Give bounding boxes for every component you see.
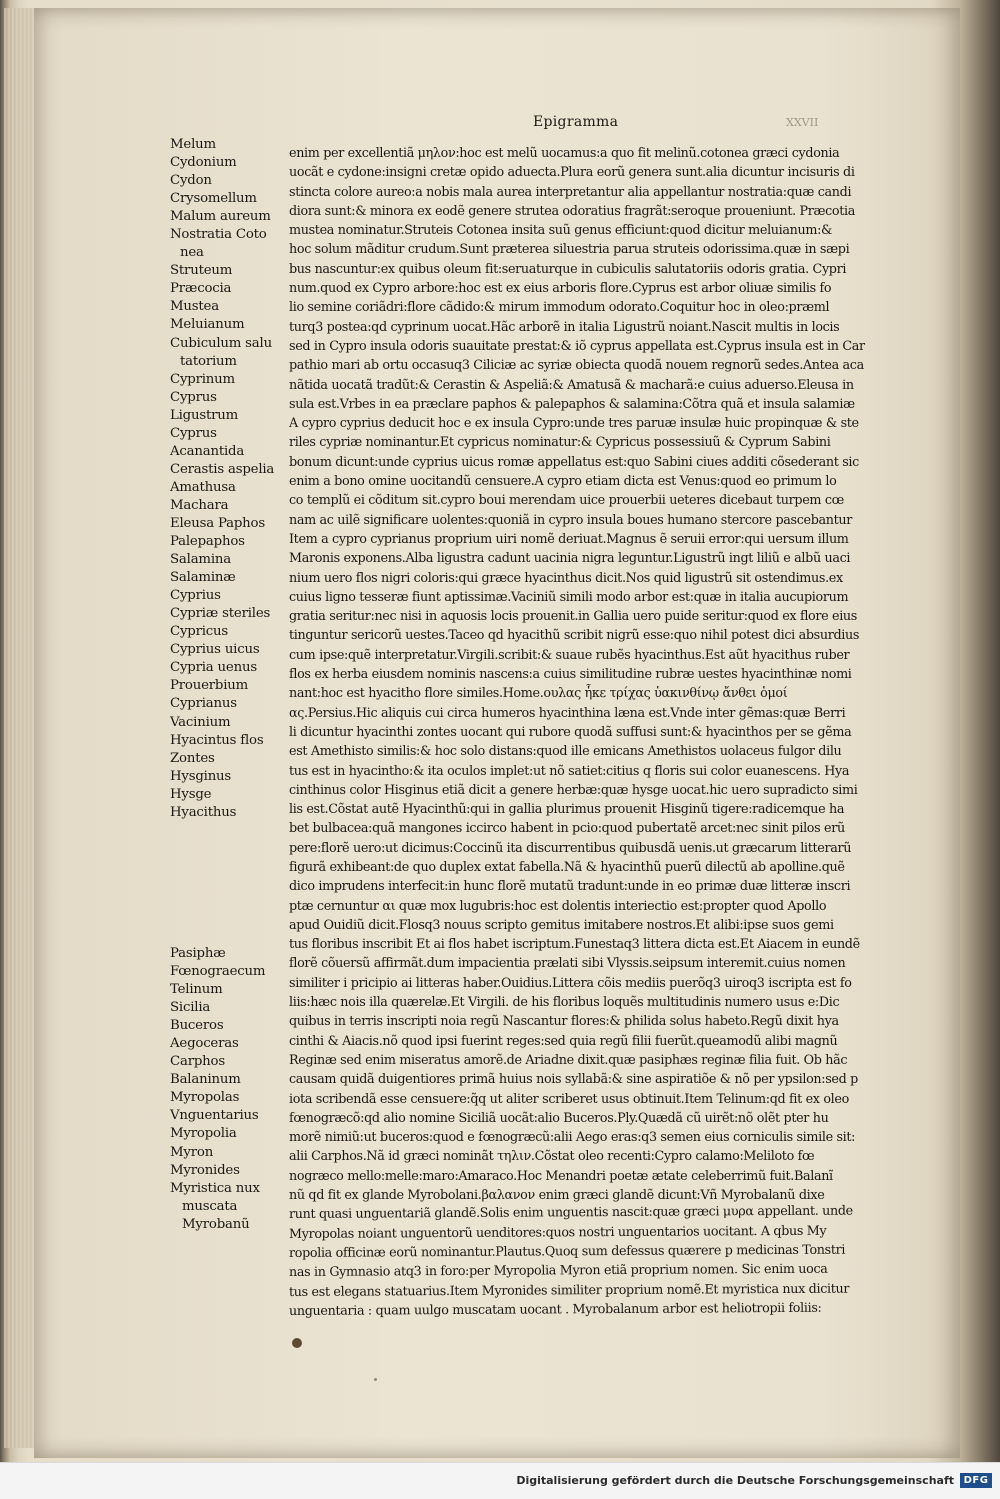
margin-note: Cyprinum bbox=[170, 371, 235, 387]
text-line: florẽ cõuersũ affirmãt.dum impacientia prælati sibi Vlyssis.seipsum interemit.cuius nomen bbox=[289, 956, 846, 972]
margin-note: Amathusa bbox=[170, 479, 236, 495]
text-line: flos ex herba eiusdem nominis nascens:a cuius similitudine rubræ uestes hyacinthinæ nomi bbox=[289, 667, 852, 683]
margin-note: Cydonium bbox=[170, 155, 237, 171]
margin-note: Cyprianus bbox=[170, 696, 237, 712]
text-line: nogræco mello:melle:maro:Amaraco.Hoc Menandri poetæ ætate celeberrimũ fuit.Balanĩ bbox=[289, 1168, 833, 1184]
margin-notes-bottom bbox=[170, 945, 288, 1234]
text-line: enim a bono omine uocitandũ censuere.A cypro etiam dicta est Venus:quod eo primum lo bbox=[289, 474, 837, 490]
text-line: nant:hoc est hyacitho flore similes.Home.ουλας ἧκε τρίχας ὑακινθίνῳ ἄνθει ὁμοί bbox=[289, 686, 788, 702]
margin-note: Balaninum bbox=[170, 1072, 241, 1088]
margin-note: Struteum bbox=[170, 263, 233, 279]
text-line: tus floribus inscribit Et ai flos habet iscriptum.Funestaq3 littera dicta est.Et Aiacem in eundẽ bbox=[289, 937, 860, 953]
text-line: pathio mari ab ortu occasuq3 Ciliciæ ac syriæ obiecta quodã nouem regnorũ sedes.Antea aca bbox=[289, 358, 864, 374]
text-line: nam ac uilẽ significare uolentes:quoniã in cypro insula boues humano stercore pascebantur bbox=[289, 512, 853, 528]
text-line: lio semine coriãdri:flore cãdido:& mirum immodum odorato.Coquitur hoc in oleo:præml bbox=[289, 300, 830, 316]
margin-note: Salaminæ bbox=[170, 570, 236, 586]
margin-note: nea bbox=[180, 245, 204, 261]
text-line: runt quasi unguentariã glandẽ.Solis enim unguentis nascit:quæ græci μυρα appellant. unde bbox=[288, 1203, 853, 1223]
margin-note: Cyprius uicus bbox=[170, 642, 260, 658]
text-line: ropolia officinæ eorũ nominantur.Plautus.Quoq sum defessus quærere p medicinas Tonstri bbox=[288, 1242, 846, 1261]
margin-note: Meluianum bbox=[170, 317, 245, 333]
margin-note: Cypria uenus bbox=[170, 660, 257, 676]
margin-note: Myropolia bbox=[170, 1126, 237, 1142]
ink-spot bbox=[292, 1338, 302, 1348]
text-line: lis est.Cõstat autẽ Hyacinthũ:qui in gallia plurimus prouenit Hisginũ tigere:radicemque ha bbox=[289, 802, 845, 818]
margin-note: Cyprus bbox=[170, 425, 217, 441]
text-line: A cypro cyprius deducit hoc e ex insula Cypro:unde tres paruæ insulæ huic propinquæ & ste bbox=[289, 416, 859, 432]
footer-credit: Digitalisierung gefördert durch die Deutsche Forschungsgemeinschaft bbox=[516, 1474, 954, 1487]
margin-note: Myronides bbox=[170, 1162, 240, 1178]
text-line: alii Carphos.Nã id græci nominãt τηλιν.Cõstat oleo recenti:Cypro calamo:Meliloto fœ bbox=[289, 1149, 815, 1165]
dfg-logo-icon: DFG bbox=[960, 1473, 992, 1488]
margin-note: Myristica nux bbox=[170, 1180, 260, 1196]
text-line: sula est.Vrbes in ea præclare paphos & palepaphos & salamina:Cõtra quã et insula salamiæ bbox=[289, 396, 855, 412]
margin-note: Melum bbox=[170, 137, 216, 152]
margin-note: Nostratia Coto bbox=[170, 227, 267, 243]
margin-note: Malum aureum bbox=[170, 209, 271, 225]
text-line: co templũ ei cõditum sit.cypro boui merendam uice prouerbii ueteres dicebaut turpem cœ bbox=[289, 493, 844, 509]
text-line: quibus in terris inscripti noia regũ Nascantur flores:& philida solus habeto.Regũ dixit hya bbox=[289, 1014, 839, 1030]
margin-note: Buceros bbox=[170, 1018, 224, 1034]
margin-note: Hyacithus bbox=[170, 804, 237, 820]
text-line: cinthinus color Hisginus etiã dicit a genere herbæ:quæ hysge uocat.hic uero supradicto simi bbox=[289, 782, 858, 798]
text-line: turq3 postea:qd cyprinum uocat.Hãc arborẽ in italia Ligustrũ noiant.Nascit multis in locis bbox=[289, 319, 840, 335]
margin-note: Cydon bbox=[170, 173, 212, 189]
margin-note: Palepaphos bbox=[170, 534, 245, 550]
margin-note: Eleusa Paphos bbox=[170, 515, 265, 531]
margin-note: Zontes bbox=[170, 750, 215, 766]
text-line: cinthi & Aiacis.nõ quod ipsi fuerint reges:sed quia regũ filii fuerũt.queamodũ alibi magnũ bbox=[289, 1033, 838, 1049]
margin-note: Cyprus bbox=[170, 389, 217, 405]
text-line: ptæ cernuntur αι quæ mox lugubris:hoc est dolentis interiectio est:propter quod Apollo bbox=[289, 898, 827, 914]
text-line: riles cypriæ nominantur.Et cypricus nominatur:& Cypricus possessiuũ & Cyprum Sabini bbox=[289, 435, 831, 451]
margin-note: Crysomellum bbox=[170, 191, 257, 207]
text-line: gratia seritur:nec nisi in aquosis locis prouenit.in Gallia uero puide seritur:quod ex flore eius bbox=[289, 609, 857, 625]
text-line: nas in Gymnasio atq3 in foro:per Myropolia Myron etiã proprium nomen. Sic enim uoca bbox=[288, 1261, 828, 1281]
text-line: mustea nominatur.Struteis Cotonea insita suũ genus efficiunt:quod dicitur meluianum:& bbox=[289, 223, 833, 239]
text-line: unguentaria : quam uulgo muscatam uocant . Myrobalanum arbor est heliotropii foliis: bbox=[288, 1300, 822, 1319]
margin-note: Cypriæ steriles bbox=[170, 606, 271, 622]
text-line: Reginæ sed enim miseratus amorẽ.de Ariadne dixit.quæ pasiphæs reginæ filia fuit. Ob hãc bbox=[289, 1052, 848, 1068]
margin-note: Myrobanũ bbox=[182, 1216, 250, 1232]
footer-bar bbox=[0, 1462, 1000, 1499]
text-line: fœnogræcõ:qd alio nomine Siciliã uocãt:alio Buceros.Ply.Quædã cũ uirẽt:nõ olẽt pter hu bbox=[289, 1110, 829, 1126]
text-line: apud Ouidiũ dicit.Flosq3 nouus scripto gemitus imitabere nostros.Et alibi:ipse suos gemi bbox=[289, 917, 834, 933]
text-line: Item a cypro cyprianus proprium uiri nomẽ deriuat.Magnus ẽ seruii error:qui uersum illum bbox=[289, 531, 849, 547]
text-line: tus est elegans statuarius.Item Myronides similiter proprium nomẽ.Et myristica nux dicitur bbox=[288, 1281, 850, 1300]
margin-note: Præcocia bbox=[170, 281, 232, 297]
margin-note: Sicilia bbox=[170, 1000, 211, 1016]
page-header-title: Epigramma bbox=[533, 114, 619, 130]
text-line: Myropolas noiant unguentorũ uenditores:quos nostri unguentarios uocitant. A qbus My bbox=[288, 1223, 827, 1242]
margin-note: Salamina bbox=[170, 552, 231, 568]
text-line: nium uero flos nigri coloris:qui græce hyacinthus dicit.Nos quid ligustrũ sit ostendimus.ex bbox=[289, 570, 843, 586]
margin-note: Hysginus bbox=[170, 768, 232, 784]
page-header-marks: XXVII bbox=[786, 116, 819, 129]
text-line: enim per excellentiã μηλον:hoc est melũ uocamus:a quo fit melinũ.cotonea græci cydonia bbox=[289, 146, 840, 161]
text-line: nũ qd fit ex glande Myrobolani.βαλανον enim græci glandẽ dicunt:Vñ Myrobalanũ dixe bbox=[289, 1188, 825, 1204]
text-line: tus est in hyacintho:& ita oculos implet:ut nõ satiet:citius q floris sui color euanescens. Hya bbox=[289, 763, 850, 779]
text-line: diora sunt:& minora ex eodẽ genere strutea odoratius fragrãt:seroque proueniunt. Præcotia bbox=[289, 203, 855, 219]
margin-note: Prouerbium bbox=[170, 678, 249, 694]
text-line: sed in Cypro insula odoris suauitate prestat:& iõ cyprus appellata est.Cyprus insula est in Car bbox=[289, 338, 865, 354]
margin-note: Fœnograecum bbox=[170, 964, 266, 980]
text-line: figurã exhibeant:de quo duplex extat fabella.Nã & hyacinthũ puerũ dilectũ ab apolline.quẽ bbox=[289, 859, 845, 875]
text-line: bus nascuntur:ex quibus oleum fit:seruaturque in cubiculis salutatoriis odoris gratia. Cypri bbox=[289, 261, 847, 277]
margin-note: Mustea bbox=[170, 299, 219, 315]
text-line: uocãt e cydone:insigni cretæ opido aduecta.Plura eorũ genera sunt.alia dicuntur incisuris di bbox=[289, 165, 855, 181]
text-line: similiter i pricipio ai litteras haber.Ouidius.Littera cõis mediis puerõq3 uiroq3 iscripta est fo bbox=[289, 975, 852, 991]
text-line: bet bulbacea:quã mangones iccirco habent in pcio:quod pubertatẽ arcet:nec sinit pilos erũ bbox=[289, 821, 845, 837]
text-line: cum ipse:quẽ interpretatur.Virgili.scribit:& suaue rubẽs hyacinthus.Est aũt hyacithus ruber bbox=[289, 647, 850, 663]
text-line: num.quod ex Cypro arbore:hoc est ex eius arboris flore.Cyprus est arbor oliuæ similis fo bbox=[289, 281, 832, 297]
text-line: morẽ nimiũ:ut buceros:quod e fœnogræcũ:alii Aego eras:q3 semen eius corniculis simile sit: bbox=[289, 1130, 856, 1146]
margin-note: Hysge bbox=[170, 786, 212, 802]
margin-note: Cerastis aspelia bbox=[170, 461, 275, 477]
page-stack-edge bbox=[4, 8, 34, 1448]
margin-notes-top bbox=[170, 136, 288, 822]
margin-note: Telinum bbox=[170, 982, 223, 998]
text-line: cuius ligno tesseræ fiunt aptissimæ.Vaciniũ simili modo arbor est:quæ in italia aucupiorum bbox=[289, 589, 849, 605]
text-line: causam quidã duigentiores primã huius nois syllabã:& sine aspiratiõe & nõ per ypsilon:sed p bbox=[289, 1072, 858, 1088]
text-line: stincta colore aureo:a nobis mala aurea interpretantur alia appellantur nostratia:quæ candi bbox=[289, 184, 852, 200]
text-line: tinguntur sericorũ uestes.Taceo qd hyacithũ scribit nigrũ esse:quo nihil potest dici absurdius bbox=[289, 628, 860, 644]
text-line: liis:hæc nois illa quærelæ.Et Virgili. de his floribus loquẽs multitudinis numero usus e:Dic bbox=[289, 995, 840, 1011]
text-line: dico imprudens interfecit:in hunc florẽ mutatũ tradunt:unde in eo primæ duæ litteræ inscri bbox=[289, 879, 851, 895]
margin-note: Cyprius bbox=[170, 588, 221, 604]
margin-note: Cypricus bbox=[170, 624, 229, 640]
text-line: nãtida uocatã tradũt:& Cerastin & Aspeliã:& Amatusã & macharã:e cuius aduerso.Eleusa in bbox=[289, 377, 854, 393]
text-line: est Amethisto similis:& hoc solo distans:quod ille emicans Amethistos uolaceus fulgor dilu bbox=[289, 744, 842, 760]
margin-note: Acanantida bbox=[170, 443, 245, 459]
text-line: Maronis exponens.Alba ligustra cadunt uacinia nigra leguntur.Ligustrũ ingt liliũ e albũ uaci bbox=[289, 551, 851, 567]
margin-note: Myron bbox=[170, 1144, 214, 1160]
text-line: bonum dicunt:unde cyprius uicus romæ appellatus est:quo Sabini ciues additi cõsederant sic bbox=[289, 454, 859, 470]
margin-note: muscata bbox=[182, 1198, 238, 1214]
margin-note: Pasiphæ bbox=[170, 946, 226, 961]
main-text-block bbox=[289, 144, 909, 1321]
margin-note: tatorium bbox=[180, 353, 237, 369]
margin-note: Hyacintus flos bbox=[170, 732, 264, 748]
margin-note: Carphos bbox=[170, 1054, 225, 1070]
margin-note: Machara bbox=[170, 497, 229, 513]
margin-note: Myropolas bbox=[170, 1090, 240, 1106]
margin-note: Aegoceras bbox=[170, 1036, 239, 1052]
margin-note: Vnguentarius bbox=[170, 1108, 259, 1124]
text-line: hoc solum mãditur crudum.Sunt præterea siluestria parua struteis odorissima.quæ in sæpi bbox=[289, 242, 850, 258]
margin-note: Vacinium bbox=[170, 714, 231, 730]
margin-note: Cubiculum salu bbox=[170, 335, 272, 351]
text-line: ας.Persius.Hic aliquis cui circa humeros hyacinthina læna est.Vnde inter gẽmas:quæ Berri bbox=[289, 705, 846, 721]
text-line: li dicuntur hyacinthi zontes uocant qui rubore quodã suffusi sunt:& hyacinthos per se gẽma bbox=[289, 724, 852, 740]
text-line: iota scribendã esse censuere:q̃q ut aliter scriberet usus obtinuit.Item Telinum:qd fit ex oleo bbox=[289, 1091, 849, 1107]
text-line: pere:florẽ uero:ut dicimus:Coccinũ ita discurrentibus quibusdã uenis.ut græcarum litterarũ bbox=[289, 840, 852, 856]
margin-note: Ligustrum bbox=[170, 407, 239, 423]
ink-spot bbox=[374, 1378, 377, 1381]
